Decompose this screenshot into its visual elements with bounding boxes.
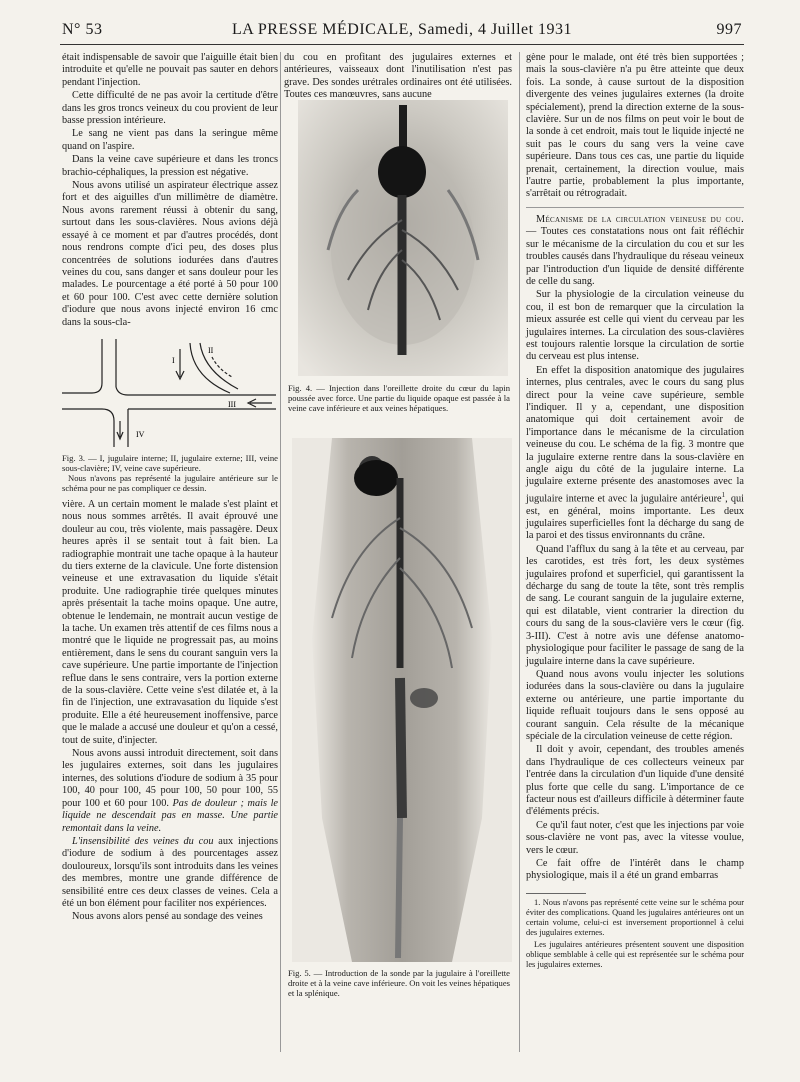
col1-paragraph-7 bbox=[62, 748, 278, 835]
section-title: Mécanisme de la circulation veineuse du cou. bbox=[536, 213, 744, 225]
footnotes bbox=[526, 898, 744, 970]
fig3-label-i: I bbox=[172, 355, 175, 365]
col3-p4-text-a: En effet la disposition anatomique des jugulaires internes, plus centrales, avec le cours du sang plus direct pour la veine cave supérieure, semble l'indiquer. Il y a, cependant, une disposition anatomique qui doit certainement avoir de l'importance dans le mécanisme de la circulation veineuse du cou. Le schéma de la fig. 3 montre que la jugulaire externe rentre dans la sous-clavière en angle aigu du côté de la jugulaire interne. La jugulaire externe présente des anastomoses avec la jugulaire interne et avec la jugulaire antérieure bbox=[526, 364, 744, 505]
col1-paragraph-8 bbox=[62, 836, 278, 910]
col1-paragraph-6: vière. A un certain moment le malade s'est plaint et nous nous sommes arrêtés. Il avait éprouvé une douleur au cou, très violente, mais passagère. Deux heures après il se sentait tout à fait bien. La radiographie montrait une tache opaque à la hauteur du tiers externe de la clavicule. Une forte distension veineuse et une extravasation du liquide s'était produite. Une radiographie tirée quelques minutes après présentait la tache moins opaque. Une autre, obtenue le lendemain, ne montrait aucun vestige de la tache. Un examen très attentif de ces films nous a montré que le liquide ne progressait pas, au moins entièrement, dans le sens du courant sanguin vers la cave supérieure. Une partie importante de l'injection reflue dans le sens contraire, vers la portion externe de la sous-clavière. Cette veine s'est dilatée et, à la fin de l'injection, une extravasation du liquide s'est produite. Elle a été heureusement inoffensive, parce que le malade a accusé une douleur et qu'on a cessé, tout de suite, d'injecter. bbox=[62, 498, 278, 746]
fig5-caption-block bbox=[288, 968, 510, 998]
col3-p2-text: — Toutes ces constatations nous ont fait réfléchir sur le mécanisme de la circulation du cou et sur les troubles causés dans l'hydraulique du réseau veineux par l'introduction d'un liquide de densité différente de celle du sang. bbox=[526, 226, 744, 287]
col1-p8-italic: L'insensibilité des veines du cou bbox=[72, 835, 214, 847]
col3-paragraph-1: gène pour le malade, ont été très bien supportées ; mais la sous-clavière n'a pu être atteinte que deux fois. La sonde, à cause surtout de la disposition divergente des veines jugulaires externes (la droite spécialement), prend la direction externe de la sous-clavière. Sur un de nos films on peut voir le bout de la sonde à cet endroit, mais tout le liquide injecté ne suit pas le cours du sang vers la veine cave supérieure. Dans tous ces cas, une partie du liquide prenait, certainement, la direction voulue, mais l'autre partie, probablement la plus importante, s'arrêtait ou rétrogradait. bbox=[526, 52, 744, 200]
fig4-radiograph bbox=[298, 100, 508, 376]
section-rule bbox=[526, 207, 744, 208]
footnote-ref-1: 1 bbox=[721, 490, 726, 499]
fig3-caption: Fig. 3. — I, jugulaire interne; II, jugulaire externe; III, veine sous-clavière; IV, veine cave supérieure. bbox=[62, 452, 278, 473]
fig3-label-ii: II bbox=[208, 345, 214, 355]
journal-title: LA PRESSE MÉDICALE, Samedi, 4 Juillet 1931 bbox=[231, 21, 573, 38]
col1-paragraph-5: Nous avons utilisé un aspirateur électrique assez fort et des aiguilles d'un millimètre de diamètre. Nous avons rarement réussi à obtenir du sang, surtout dans les sous-clavières. Nous avions déjà essayé à ce moment et par d'autres procédés, dont nous rendrons compte d'ici peu, des doses plus concentrées de solutions iodurées dans d'autres veines du cou, sans danger et sans douleur pour les malades. Le pourcentage a été porté à 50 pour 100 et 60 pour 100. C'est avec cette dernière solution d'iodure que nous avons injecté environ 16 cmc dans la sous-cla- bbox=[62, 180, 278, 328]
fig3-label-iv: IV bbox=[136, 429, 145, 439]
fig4-caption: Fig. 4. — Injection dans l'oreillette droite du cœur du lapin poussée avec force. Une partie du liquide opaque est passée à la veine cave inférieure et aux veines hépatiques. bbox=[288, 383, 510, 413]
footnote-2: Les jugulaires antérieures présentent souvent une disposition oblique semblable à celle qui est représentée sur le schéma pour les jugulaires externes. bbox=[526, 939, 744, 969]
col3-paragraph-5: Quand l'afflux du sang à la tête et au cerveau, par les carotides, est très fort, les deux systèmes jugulaires profond et superficiel, qui garantissent la décharge du sang de toute la tête, sont très remplis de sang. Le courant sanguin de la jugulaire externe, qui est dilatable, vient contrarier la direction du cours du sang de la sous-clavière vers le cœur (fig. 3-III). C'est à notre avis une défense anatomo-physiologique pour faciliter le passage de sang de la jugulaire interne dans la cave supérieure. bbox=[526, 543, 744, 667]
col1-paragraph-3: Le sang ne vient pas dans la seringue même quand on l'aspire. bbox=[62, 128, 278, 152]
col1-paragraph-1: était indispensable de savoir que l'aiguille était bien introduite et qu'elle ne pouvait pas sauter en dehors pendant l'injection. bbox=[62, 52, 278, 88]
figure-4-xray bbox=[298, 100, 508, 376]
fig4-caption-block bbox=[288, 383, 510, 413]
column-1 bbox=[62, 52, 278, 925]
page-header bbox=[62, 18, 742, 44]
figure-3 bbox=[62, 337, 278, 449]
issue-number: N° 53 bbox=[62, 21, 103, 38]
col1-paragraph-9: Nous avons alors pensé au sondage des veines bbox=[72, 911, 263, 923]
footnote-1: 1. Nous n'avons pas représenté cette veine sur le schéma pour éviter des complications. Quand les jugulaires antérieures ont un certain volume, celui-ci est inversement proportionnel à celui des jugulaires externes. bbox=[526, 897, 744, 937]
fig3-caption-block bbox=[62, 453, 278, 493]
fig3-note: Nous n'avons pas représenté la jugulaire antérieure sur le schéma pour ne pas compliquer ce dessin. bbox=[62, 472, 278, 493]
col3-paragraph-9: Ce fait offre de l'intérêt dans le champ physiologique, mais il a été un grand embarras bbox=[526, 858, 744, 882]
fig5-caption: Fig. 5. — Introduction de la sonde par la jugulaire à l'oreillette droite et à la veine cave inférieure. On voit les veines hépatiques et la splénique. bbox=[288, 968, 510, 998]
column-divider-1 bbox=[280, 52, 281, 1052]
fig5-radiograph bbox=[292, 438, 512, 962]
col2-paragraph-1: du cou en profitant des jugulaires externes et antérieures, vaisseaux dont l'inutilisation n'est pas grave. Des sondes urétrales ordinaires ont été utilisées. Toutes ces manœuvres, sans aucune bbox=[284, 52, 512, 101]
column-divider-2 bbox=[519, 52, 520, 1052]
col1-paragraph-2: Cette difficulté de ne pas avoir la certitude d'être dans les gros troncs veineux du cou provient de leur basse pression intérieure. bbox=[62, 90, 278, 127]
footnote-rule bbox=[526, 893, 586, 894]
col3-paragraph-2 bbox=[526, 214, 744, 288]
col3-paragraph-4 bbox=[526, 365, 744, 543]
figure-5-xray bbox=[292, 438, 512, 962]
column-2 bbox=[284, 52, 512, 103]
header-rule bbox=[60, 44, 744, 45]
col3-paragraph-3: Sur la physiologie de la circulation veineuse du cou, il est bon de remarquer que la circulation la mieux assurée est celle qui vient du cerveau par les jugulaires internes. La circulation des sous-clavières est toujours ralentie lorsque la circulation de sortie du cerveau est plus intense. bbox=[526, 289, 744, 363]
col3-paragraph-8: Ce qu'il faut noter, c'est que les injections par voie sous-clavière ne vont pas, avec la vitesse voulue, vers le cœur. bbox=[526, 819, 744, 856]
col3-paragraph-6: Quand nous avons voulu injecter les solutions iodurées dans la sous-clavière ou dans la jugulaire externe ou antérieure, une partie importante du liquide refluait toujours dans le sens opposé au courant sanguin. Cela résulte de la mécanique spéciale de la circulation veineuse de cette région. bbox=[526, 668, 744, 742]
fig3-label-iii: III bbox=[228, 399, 236, 409]
col3-p4-text-b: , qui est, en général, moins importante. Les deux jugulaires superficielles font la décharge du sang de la paroi et des tissus environnants du crâne. bbox=[526, 493, 744, 542]
page-number: 997 bbox=[716, 21, 742, 38]
col1-p8-text: aux injections d'iodure de sodium à des pourcentages assez douloureux, lorsqu'ils sont introduits dans les veines des membres, montre une grande différence de sensibilité entre ces deux classes de veines. Cela a été un bon élément pour faciliter nos expériences. bbox=[62, 835, 278, 909]
col3-paragraph-7: Il doit y avoir, cependant, des troubles amenés dans l'hydraulique de ces collecteurs veineux par l'entrée dans la circulation d'un liquide d'une densité plus forte que celle du sang. L'importance de ce facteur nous est d'ailleurs difficile à déterminer faute d'éléments précis. bbox=[526, 744, 744, 818]
col1-p7-italic: Pas de douleur ; mais le liquide ne descendait pas en masse. Une partie remontait dans la veine. bbox=[62, 797, 278, 834]
col1-p7-text: Nous avons aussi introduit directement, soit dans les jugulaires externes, soit dans les jugulaires internes, des solutions d'iodure de sodium à 35 pour 100, 40 pour 100, 45 pour 100, 50 pour 100, 55 pour 100 et 60 pour 100. bbox=[62, 748, 278, 809]
col1-paragraph-4: Dans la veine cave supérieure et dans les troncs brachio-céphaliques, la pression est négative. bbox=[62, 154, 278, 178]
fig3-vein-diagram bbox=[62, 337, 278, 449]
column-3 bbox=[526, 52, 744, 972]
